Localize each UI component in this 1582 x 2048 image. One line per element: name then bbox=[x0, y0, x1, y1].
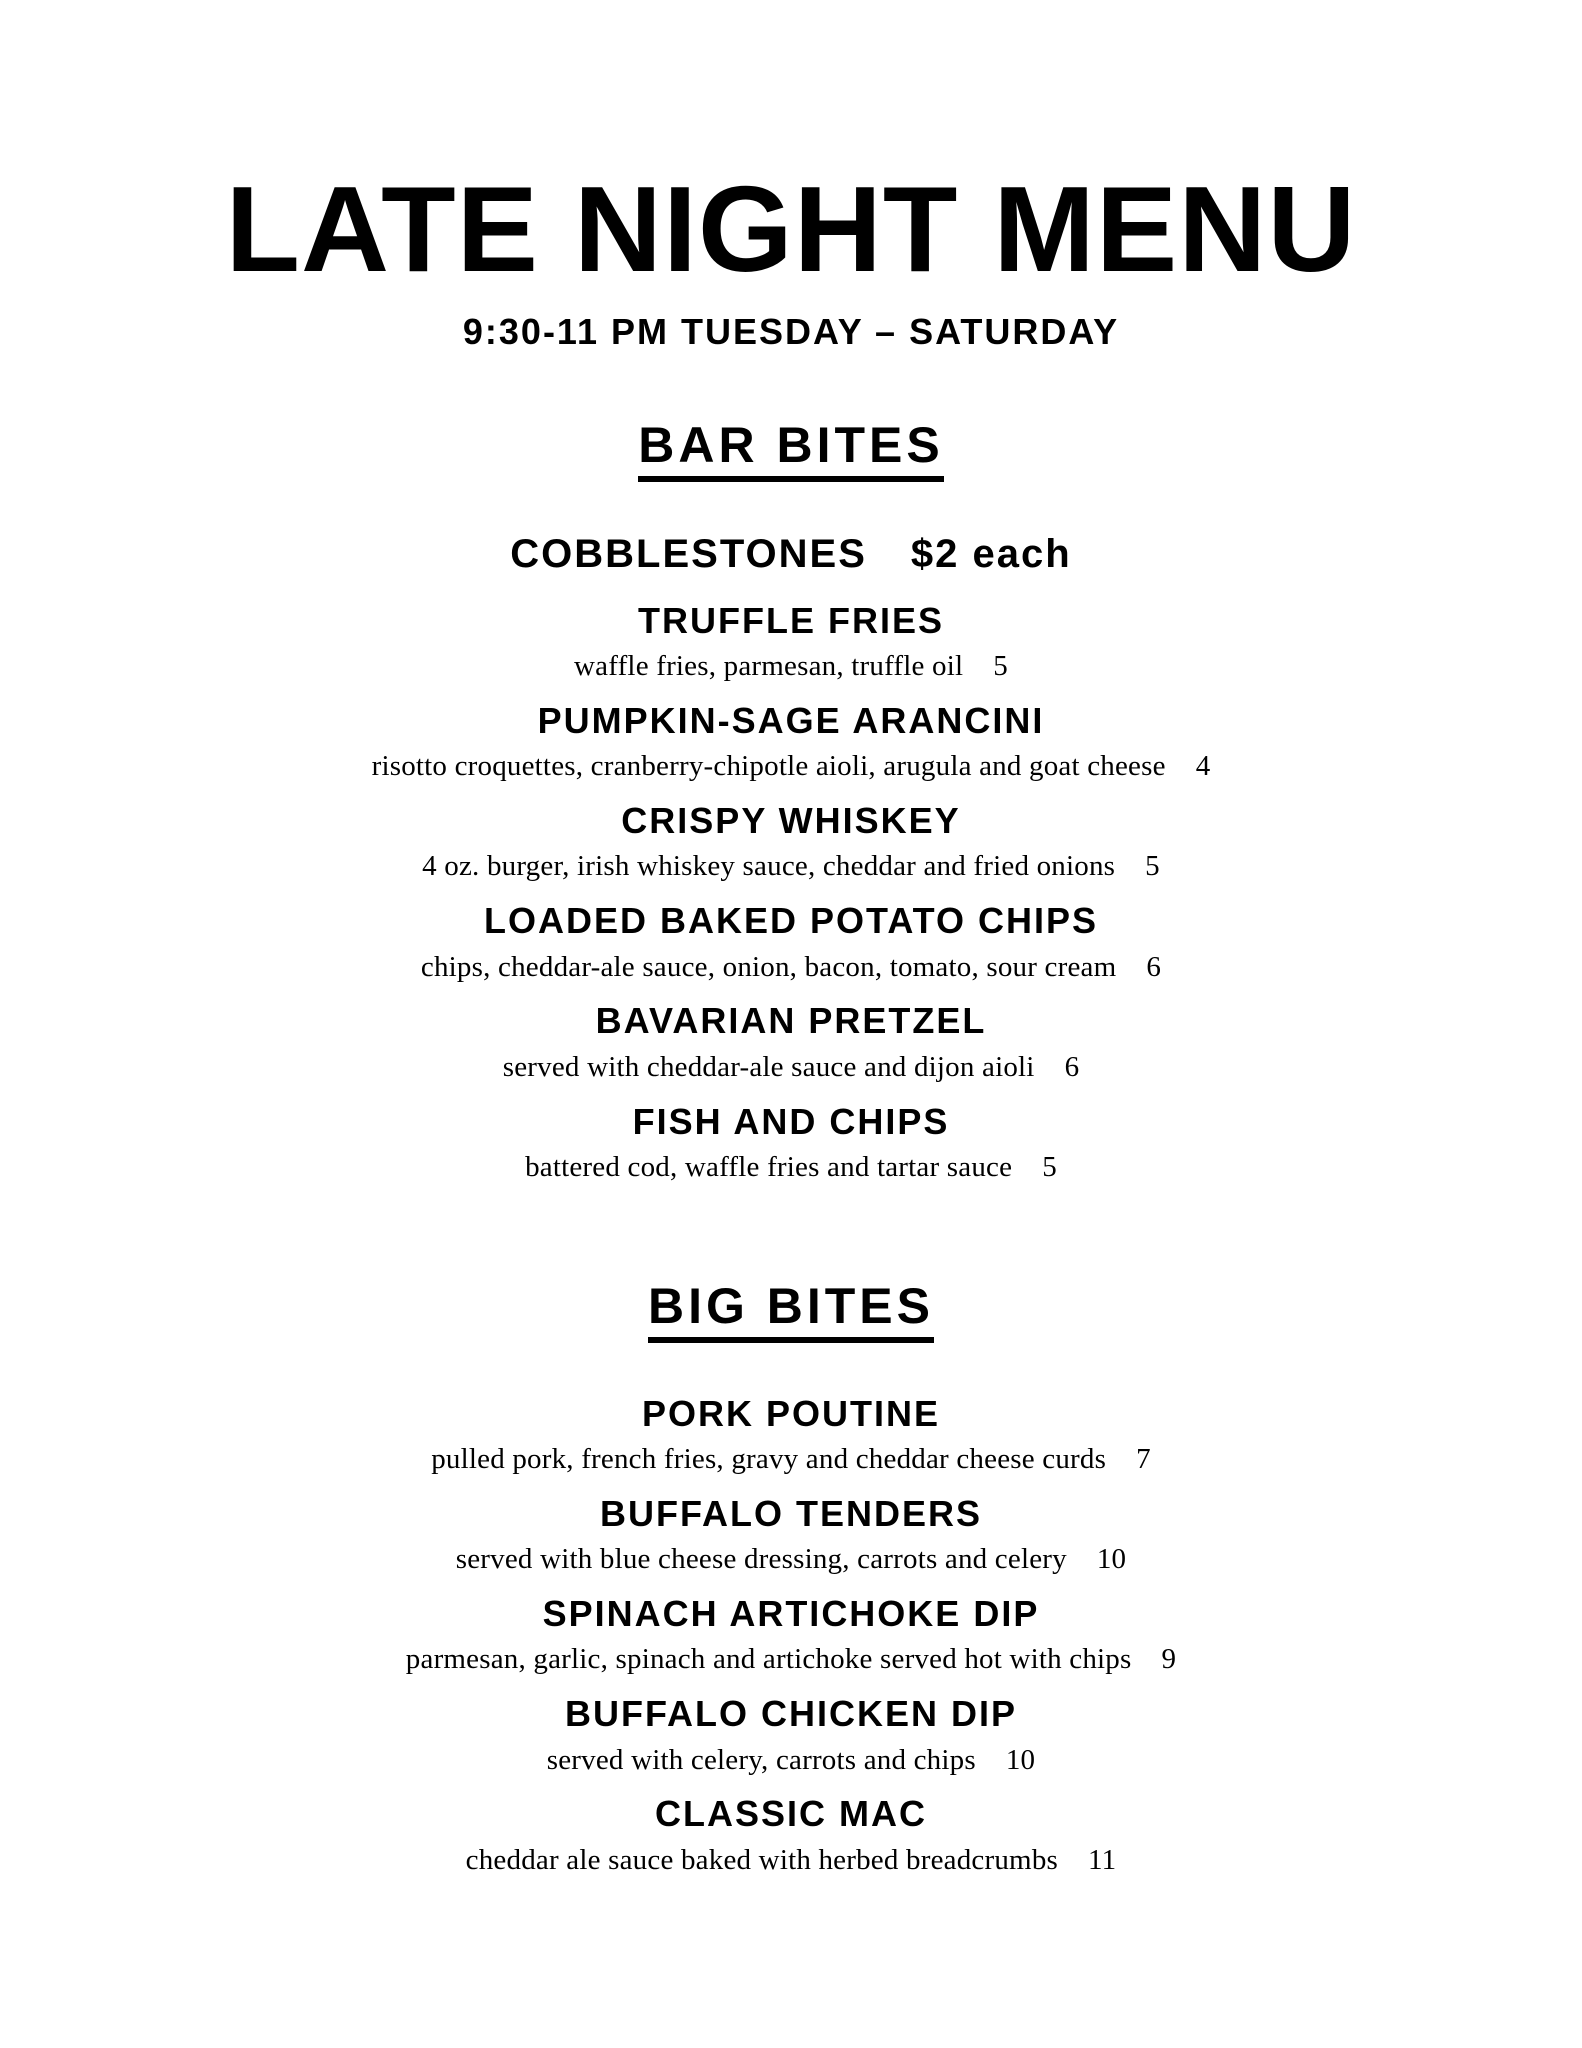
item-name: FISH AND CHIPS bbox=[632, 1100, 950, 1142]
item-description: served with blue cheese dressing, carrots and celery bbox=[455, 1543, 1067, 1576]
item-description-line bbox=[0, 950, 1582, 985]
item-name: CLASSIC MAC bbox=[655, 1793, 927, 1835]
item-price: 5 bbox=[993, 649, 1008, 682]
item-description-line bbox=[0, 1642, 1582, 1677]
item-name: SPINACH ARTICHOKE DIP bbox=[542, 1593, 1040, 1635]
item-name: BUFFALO CHICKEN DIP bbox=[565, 1693, 1017, 1735]
item-description-line bbox=[0, 1743, 1582, 1778]
item-description-line bbox=[0, 1843, 1582, 1878]
menu-item-loaded-baked-potato-chips bbox=[0, 900, 1582, 984]
bar-bites-items bbox=[0, 600, 1582, 1185]
cobblestones-line bbox=[0, 531, 1582, 576]
item-description: parmesan, garlic, spinach and artichoke served hot with chips bbox=[405, 1643, 1132, 1676]
menu-title: LATE NIGHT MENU bbox=[225, 161, 1357, 297]
item-description-line bbox=[0, 749, 1582, 784]
item-name: TRUFFLE FRIES bbox=[638, 599, 944, 641]
menu-item-spinach-artichoke-dip bbox=[0, 1593, 1582, 1677]
item-name: BUFFALO TENDERS bbox=[599, 1492, 982, 1534]
item-price: 9 bbox=[1161, 1643, 1177, 1676]
item-price: 5 bbox=[1042, 1150, 1057, 1183]
item-description-line bbox=[0, 1542, 1582, 1577]
menu-item-pumpkin-sage-arancini bbox=[0, 700, 1582, 784]
menu-item-pork-poutine bbox=[0, 1393, 1582, 1477]
item-price: 6 bbox=[1064, 1050, 1080, 1083]
item-description-line bbox=[0, 1050, 1582, 1085]
item-price: 7 bbox=[1136, 1443, 1151, 1476]
item-description-line bbox=[0, 1442, 1582, 1477]
menu-item-truffle-fries bbox=[0, 600, 1582, 684]
section-bar-bites bbox=[0, 416, 1582, 1185]
item-description: 4 oz. burger, irish whiskey sauce, cheddar and fried onions bbox=[422, 850, 1116, 883]
item-price: 4 bbox=[1195, 750, 1211, 783]
item-description: served with cheddar-ale sauce and dijon aioli bbox=[502, 1050, 1035, 1083]
section-heading-big-bites bbox=[0, 1277, 1582, 1343]
cobblestones-price: $2 each bbox=[910, 531, 1072, 576]
section-heading-text: BAR BITES bbox=[638, 420, 943, 482]
item-price: 10 bbox=[1096, 1543, 1127, 1576]
menu-schedule: 9:30-11 PM TUESDAY – SATURDAY bbox=[462, 311, 1120, 352]
item-name: LOADED BAKED POTATO CHIPS bbox=[483, 900, 1099, 942]
item-description-line bbox=[0, 649, 1582, 684]
item-description-line bbox=[0, 849, 1582, 884]
item-description: chips, cheddar-ale sauce, onion, bacon, tomato, sour cream bbox=[420, 950, 1117, 983]
menu-item-classic-mac bbox=[0, 1793, 1582, 1877]
item-name: PUMPKIN-SAGE ARANCINI bbox=[537, 699, 1045, 741]
item-price: 11 bbox=[1088, 1843, 1117, 1876]
item-price: 5 bbox=[1145, 850, 1160, 883]
item-description-line bbox=[0, 1150, 1582, 1185]
item-price: 10 bbox=[1005, 1743, 1036, 1776]
item-description: waffle fries, parmesan, truffle oil bbox=[574, 649, 964, 682]
cobblestones-label: COBBLESTONES bbox=[510, 531, 867, 576]
item-description: served with celery, carrots and chips bbox=[546, 1743, 976, 1776]
item-description: pulled pork, french fries, gravy and cheddar cheese curds bbox=[431, 1443, 1107, 1476]
item-description: cheddar ale sauce baked with herbed breadcrumbs bbox=[465, 1843, 1059, 1876]
menu-item-buffalo-tenders bbox=[0, 1493, 1582, 1577]
item-price: 6 bbox=[1146, 950, 1162, 983]
item-description: risotto croquettes, cranberry-chipotle aioli, arugula and goat cheese bbox=[371, 750, 1166, 783]
section-heading-bar-bites bbox=[0, 416, 1582, 482]
item-description: battered cod, waffle fries and tartar sauce bbox=[525, 1150, 1013, 1183]
section-big-bites bbox=[0, 1277, 1582, 1878]
menu-item-bavarian-pretzel bbox=[0, 1000, 1582, 1084]
item-name: PORK POUTINE bbox=[641, 1392, 941, 1434]
item-name: BAVARIAN PRETZEL bbox=[595, 1000, 987, 1042]
menu-item-crispy-whiskey bbox=[0, 800, 1582, 884]
big-bites-items bbox=[0, 1393, 1582, 1878]
menu-item-fish-and-chips bbox=[0, 1101, 1582, 1185]
menu-item-buffalo-chicken-dip bbox=[0, 1693, 1582, 1777]
section-heading-text: BIG BITES bbox=[648, 1281, 934, 1343]
item-name: CRISPY WHISKEY bbox=[621, 799, 961, 841]
